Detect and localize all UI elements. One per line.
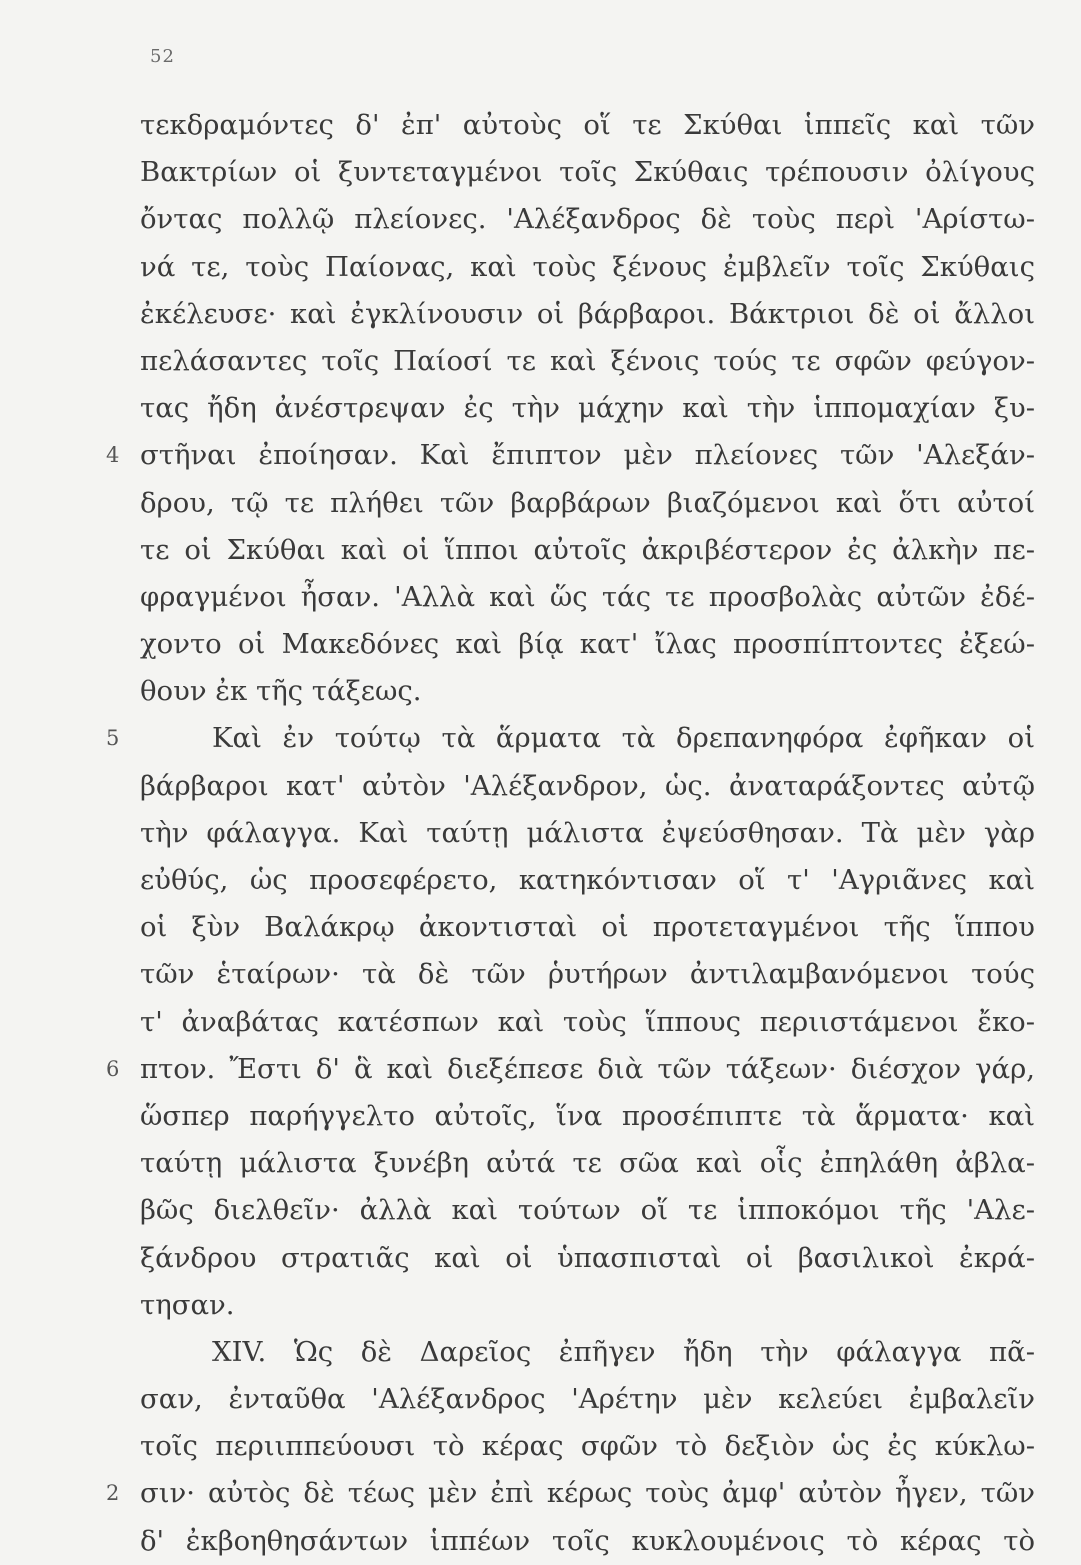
line-text: τὴν φάλαγγα. Καὶ ταύτῃ μάλιστα ἐψεύσθησαν. Τὰ μὲν γὰρ <box>140 816 1035 849</box>
line-text: τησαν. <box>140 1288 235 1321</box>
line-text: ταύτῃ μάλιστα ξυνέβη αὐτά τε σῶα καὶ οἷς ἐπηλάθη ἀβλα- <box>140 1147 1035 1180</box>
text-line <box>140 102 1035 149</box>
line-text: τας ἤδη ἀνέστρεψαν ἐς τὴν μάχην καὶ τὴν ἱππομαχίαν ξυ- <box>140 392 1035 425</box>
text-line <box>140 1093 1035 1140</box>
text-line <box>140 385 1035 432</box>
line-text: στῆναι ἐποίησαν. Καὶ ἔπιπτον μὲν πλείονες τῶν 'Αλεξάν- <box>140 439 1035 472</box>
line-text: θουν ἐκ τῆς τάξεως. <box>140 675 422 708</box>
text-line <box>106 715 1035 762</box>
greek-text-body <box>106 102 1035 1565</box>
line-text: εὐθύς, ὡς προσεφέρετο, κατηκόντισαν οἵ τ' 'Αγριᾶνες καὶ <box>140 864 1035 896</box>
line-text: οἱ ξὺν Βαλάκρῳ ἀκοντισταὶ οἱ προτεταγμένοι τῆς ἵππου <box>140 911 1035 944</box>
line-text: ὄντας πολλῷ πλείονες. 'Αλέξανδρος δὲ τοὺς περὶ 'Αρίστω- <box>140 203 1035 236</box>
text-line <box>140 1423 1035 1470</box>
line-text: πτον. Ἔστι δ' ἃ καὶ διεξέπεσε διὰ τῶν τάξεων· διέσχον γάρ, <box>140 1052 1035 1085</box>
text-line <box>140 574 1035 621</box>
text-line <box>140 1329 1035 1376</box>
section-number: 6 <box>106 1056 120 1081</box>
text-line <box>140 1376 1035 1423</box>
text-line <box>140 621 1035 668</box>
text-line <box>140 668 1035 715</box>
text-line <box>106 1470 1035 1517</box>
text-line <box>140 338 1035 385</box>
line-text: τ' ἀναβάτας κατέσπων καὶ τοὺς ἵππους περιιστάμενοι ἔκο- <box>140 1005 1035 1038</box>
page-number: 52 <box>150 46 175 67</box>
line-text: δρου, τῷ τε πλήθει τῶν βαρβάρων βιαζόμενοι καὶ ὅτι αὐτοί <box>140 486 1035 519</box>
section-number: 5 <box>106 726 120 751</box>
text-line <box>140 244 1035 291</box>
text-line <box>140 1187 1035 1234</box>
line-text: ἐκέλευσε· καὶ ἐγκλίνουσιν οἱ βάρβαροι. Βάκτριοι δὲ οἱ ἄλλοι <box>140 297 1035 330</box>
line-text: τε οἱ Σκύθαι καὶ οἱ ἵπποι αὐτοῖς ἀκριβέστερον ἐς ἀλκὴν πε- <box>140 533 1035 566</box>
section-number: 4 <box>106 443 120 468</box>
line-text: πελάσαντες τοῖς Παίοσί τε καὶ ξένοις τούς τε σφῶν φεύγον- <box>140 344 1035 377</box>
line-text: χοντο οἱ Μακεδόνες καὶ βίᾳ κατ' ἴλας προσπίπτοντες ἐξεώ- <box>140 628 1035 661</box>
text-line <box>140 904 1035 951</box>
text-line <box>140 857 1035 904</box>
text-line <box>106 432 1035 479</box>
text-line <box>140 1282 1035 1329</box>
line-text: ξάνδρου στρατιᾶς καὶ οἱ ὑπασπισταὶ οἱ βασιλικοὶ ἐκρά- <box>140 1241 1035 1274</box>
text-line <box>140 763 1035 810</box>
text-line <box>140 951 1035 998</box>
text-line <box>140 291 1035 338</box>
line-text: XIV. Ὡς δὲ Δαρεῖος ἐπῆγεν ἤδη τὴν φάλαγγα πᾶ- <box>212 1335 1035 1368</box>
line-text: δ' ἐκβοηθησάντων ἱππέων τοῖς κυκλουμένοις τὸ κέρας τὸ <box>140 1524 1035 1557</box>
line-text: νά τε, τοὺς Παίονας, καὶ τοὺς ξένους ἐμβλεῖν τοῖς Σκύθαις <box>140 250 1035 283</box>
text-line <box>140 999 1035 1046</box>
text-line <box>140 196 1035 243</box>
text-line <box>106 1046 1035 1093</box>
text-line <box>140 810 1035 857</box>
line-text: ὥσπερ παρήγγελτο αὐτοῖς, ἵνα προσέπιπτε τὰ ἅρματα· καὶ <box>140 1099 1035 1132</box>
section-number: 2 <box>106 1481 120 1506</box>
text-line <box>140 149 1035 196</box>
text-line <box>140 527 1035 574</box>
line-text: φραγμένοι ἦσαν. 'Αλλὰ καὶ ὥς τάς τε προσβολὰς αὐτῶν ἐδέ- <box>140 580 1035 613</box>
line-text: βῶς διελθεῖν· ἀλλὰ καὶ τούτων οἵ τε ἱπποκόμοι τῆς 'Αλε- <box>140 1194 1035 1227</box>
line-text: τεκδραμόντες δ' ἐπ' αὐτοὺς οἵ τε Σκύθαι ἱππεῖς καὶ τῶν <box>140 109 1035 141</box>
text-line <box>140 1518 1035 1565</box>
line-text: τοῖς περιιππεύουσι τὸ κέρας σφῶν τὸ δεξιὸν ὡς ἐς κύκλω- <box>140 1430 1035 1463</box>
line-text: βάρβαροι κατ' αὐτὸν 'Αλέξανδρον, ὡς. ἀναταράξοντες αὐτῷ <box>140 769 1035 802</box>
line-text: σιν· αὐτὸς δὲ τέως μὲν ἐπὶ κέρως τοὺς ἀμφ' αὐτὸν ἦγεν, τῶν <box>140 1477 1035 1510</box>
line-text: τῶν ἑταίρων· τὰ δὲ τῶν ῥυτήρων ἀντιλαμβανόμενοι τούς <box>140 958 1035 991</box>
line-text: Βακτρίων οἱ ξυντεταγμένοι τοῖς Σκύθαις τρέπουσιν ὀλίγους <box>140 156 1035 189</box>
text-line <box>140 1235 1035 1282</box>
text-line <box>140 1140 1035 1187</box>
text-line <box>140 480 1035 527</box>
line-text: σαν, ἐνταῦθα 'Αλέξανδρος 'Αρέτην μὲν κελεύει ἐμβαλεῖν <box>140 1383 1035 1416</box>
line-text: Καὶ ἐν τούτῳ τὰ ἅρματα τὰ δρεπανηφόρα ἐφῆκαν οἱ <box>212 722 1035 755</box>
